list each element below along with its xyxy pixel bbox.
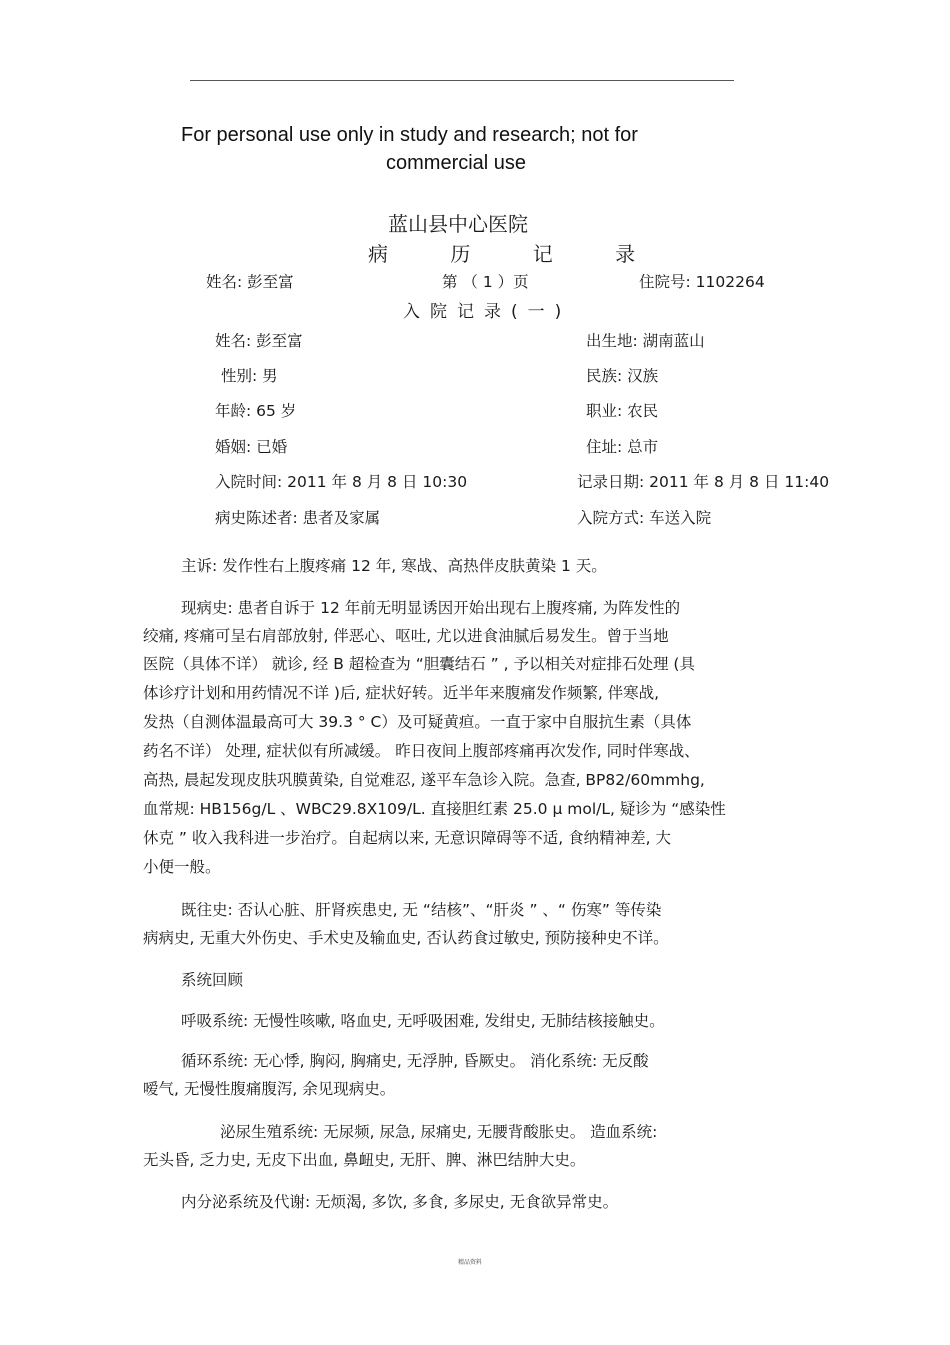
footer-label: 精品资料	[458, 1259, 483, 1266]
review-title: 系统回顾	[181, 971, 244, 989]
field-address: 住址: 总市	[586, 438, 659, 456]
endocrine-system: 内分泌系统及代谢: 无烦渴, 多饮, 多食, 多尿史, 无食欲异常史。	[181, 1193, 619, 1211]
field-record-date: 记录日期: 2011 年 8 月 8 日 11:40	[577, 473, 830, 491]
field-occupation: 职业: 农民	[586, 402, 659, 420]
present-illness-line: 体诊疗计划和用药情况不详 )后, 症状好转。近半年来腹痛发作频繁, 伴寒战,	[143, 684, 660, 702]
field-name: 姓名: 彭至富	[215, 332, 303, 350]
disclaimer-line-1: For personal use only in study and research; not for	[181, 124, 638, 146]
chief-complaint: 主诉: 发作性右上腹疼痛 12 年, 寒战、高热伴皮肤黄染 1 天。	[181, 557, 607, 575]
present-illness-line: 现病史: 患者自诉于 12 年前无明显诱因开始出现右上腹疼痛, 为阵发性的	[181, 599, 681, 617]
present-illness-line: 小便一般。	[143, 858, 221, 876]
present-illness-line: 绞痛, 疼痛可呈右肩部放射, 伴恶心、呕吐, 尤以进食油腻后易发生。曾于当地	[143, 627, 669, 645]
present-illness-line: 药名不详） 处理, 症状似有所减缓。 昨日夜间上腹部疼痛再次发作, 同时伴寒战、	[143, 742, 700, 760]
urinary-line: 无头昏, 乏力史, 无皮下出血, 鼻衄史, 无肝、脾、淋巴结肿大史。	[143, 1151, 586, 1169]
past-history-line: 既往史: 否认心脏、肝肾疾患史, 无 “结核”、“肝炎 ” 、“ 伤寒” 等传染	[181, 901, 662, 919]
present-illness-line: 血常规: HB156g/L 、WBC29.8X109/L. 直接胆红素 25.0 μ mol/L, 疑诊为 “感染性	[143, 800, 726, 818]
record-title: 病 历 记 录	[368, 242, 664, 266]
field-birthplace: 出生地: 湖南蓝山	[586, 332, 705, 350]
header-name: 姓名: 彭至富	[206, 273, 294, 291]
field-historian: 病史陈述者: 患者及家属	[215, 509, 381, 527]
field-age: 年龄: 65 岁	[215, 402, 297, 420]
field-admit-mode: 入院方式: 车送入院	[577, 509, 712, 527]
circulatory-line: 嗳气, 无慢性腹痛腹泻, 余见现病史。	[143, 1080, 396, 1098]
header-page: 第 （ 1 ）页	[442, 273, 529, 291]
present-illness-line: 休克 ” 收入我科进一步治疗。自起病以来, 无意识障碍等不适, 食纳精神差, 大	[143, 829, 671, 847]
present-illness-line: 医院（具体不详） 就诊, 经 B 超检查为 “胆囊结石 ” , 予以相关对症排石处理 (具	[143, 655, 695, 673]
top-rule	[190, 80, 734, 81]
respiratory-system: 呼吸系统: 无慢性咳嗽, 咯血史, 无呼吸困难, 发绀史, 无肺结核接触史。	[181, 1012, 665, 1030]
present-illness-line: 高热, 晨起发现皮肤巩膜黄染, 自觉难忍, 遂平车急诊入院。急查, BP82/60mmhg,	[143, 771, 705, 789]
field-gender: 性别: 男	[221, 367, 278, 385]
disclaimer-line-2: commercial use	[386, 152, 527, 174]
hospital-name: 蓝山县中心医院	[388, 212, 528, 236]
field-marital: 婚姻: 已婚	[215, 438, 288, 456]
past-history-line: 病病史, 无重大外伤史、手术史及输血史, 否认药食过敏史, 预防接种史不详。	[143, 929, 669, 947]
section-title: 入院记录(一)	[403, 302, 572, 322]
field-ethnicity: 民族: 汉族	[586, 367, 659, 385]
urinary-line: 泌尿生殖系统: 无尿频, 尿急, 尿痛史, 无腰背酸胀史。 造血系统:	[220, 1123, 658, 1141]
circulatory-line: 循环系统: 无心悸, 胸闷, 胸痛史, 无浮肿, 昏厥史。 消化系统: 无反酸	[181, 1052, 649, 1070]
present-illness-line: 发热（自测体温最高可大 39.3 ° C）及可疑黄疸。一直于家中自服抗生素（具体	[143, 713, 692, 731]
field-admit-time: 入院时间: 2011 年 8 月 8 日 10:30	[215, 473, 468, 491]
header-admission-no: 住院号: 1102264	[639, 273, 765, 291]
